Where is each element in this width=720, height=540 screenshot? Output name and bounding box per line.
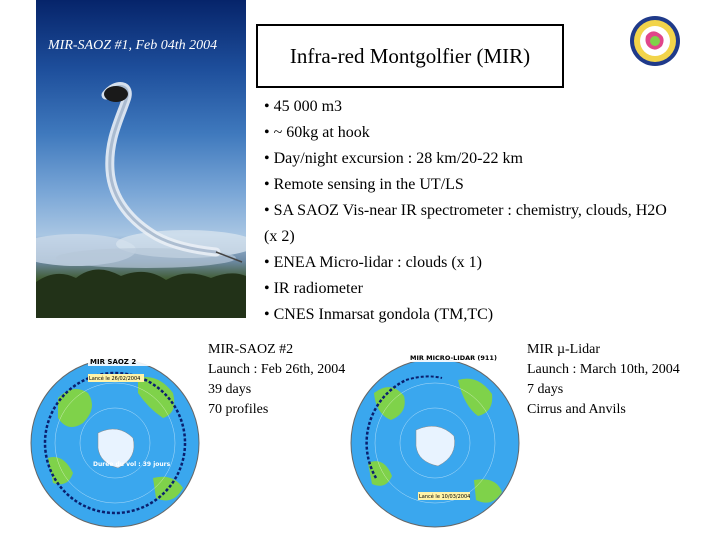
flight1-name: MIR-SAOZ #2 (208, 342, 294, 357)
title-box (256, 24, 564, 88)
photo-caption: MIR-SAOZ #1, Feb 04th 2004 (48, 38, 218, 53)
list-item: • 45 000 m3 (264, 98, 343, 115)
map2-launch-label: Lancé le 10/03/2004 (419, 494, 471, 500)
flight2-days: 7 days (527, 382, 564, 397)
page-title: Infra-red Montgolfier (MIR) (289, 43, 531, 68)
flight1-days: 39 days (208, 382, 252, 397)
flight-info-lidar (527, 340, 680, 420)
list-item: • SA SAOZ Vis-near IR spectrometer : chemistry, clouds, H2O (x 2) (264, 202, 667, 245)
trajectory-map-lidar (346, 338, 524, 535)
list-item: • Day/night excursion : 28 km/20-22 km (264, 150, 523, 167)
organization-logo (628, 14, 682, 68)
map1-duration-label: Durée du vol : 39 jours (93, 461, 171, 468)
features-list (264, 94, 684, 328)
list-item: • IR radiometer (264, 280, 363, 297)
flight-info-saoz (208, 340, 345, 420)
map1-header: MIR SAOZ 2 (90, 358, 137, 366)
map1-launch-label: Lancé le 26/02/2004 (89, 376, 141, 382)
list-item: • ENEA Micro-lidar : clouds (x 1) (264, 254, 482, 271)
flight2-launch: Launch : March 10th, 2004 (527, 362, 680, 377)
trajectory-map-saoz (28, 338, 203, 535)
flight1-profiles: 70 profiles (208, 402, 269, 417)
flight2-name: MIR µ-Lidar (527, 342, 600, 357)
flight2-note: Cirrus and Anvils (527, 402, 626, 417)
list-item: • CNES Inmarsat gondola (TM,TC) (264, 306, 494, 323)
balloon-photo (36, 0, 246, 318)
map2-header: MIR MICRO-LIDAR (911) (410, 354, 497, 362)
list-item: • ~ 60kg at hook (264, 124, 370, 141)
list-item: • Remote sensing in the UT/LS (264, 176, 464, 193)
flight1-launch: Launch : Feb 26th, 2004 (208, 362, 346, 377)
